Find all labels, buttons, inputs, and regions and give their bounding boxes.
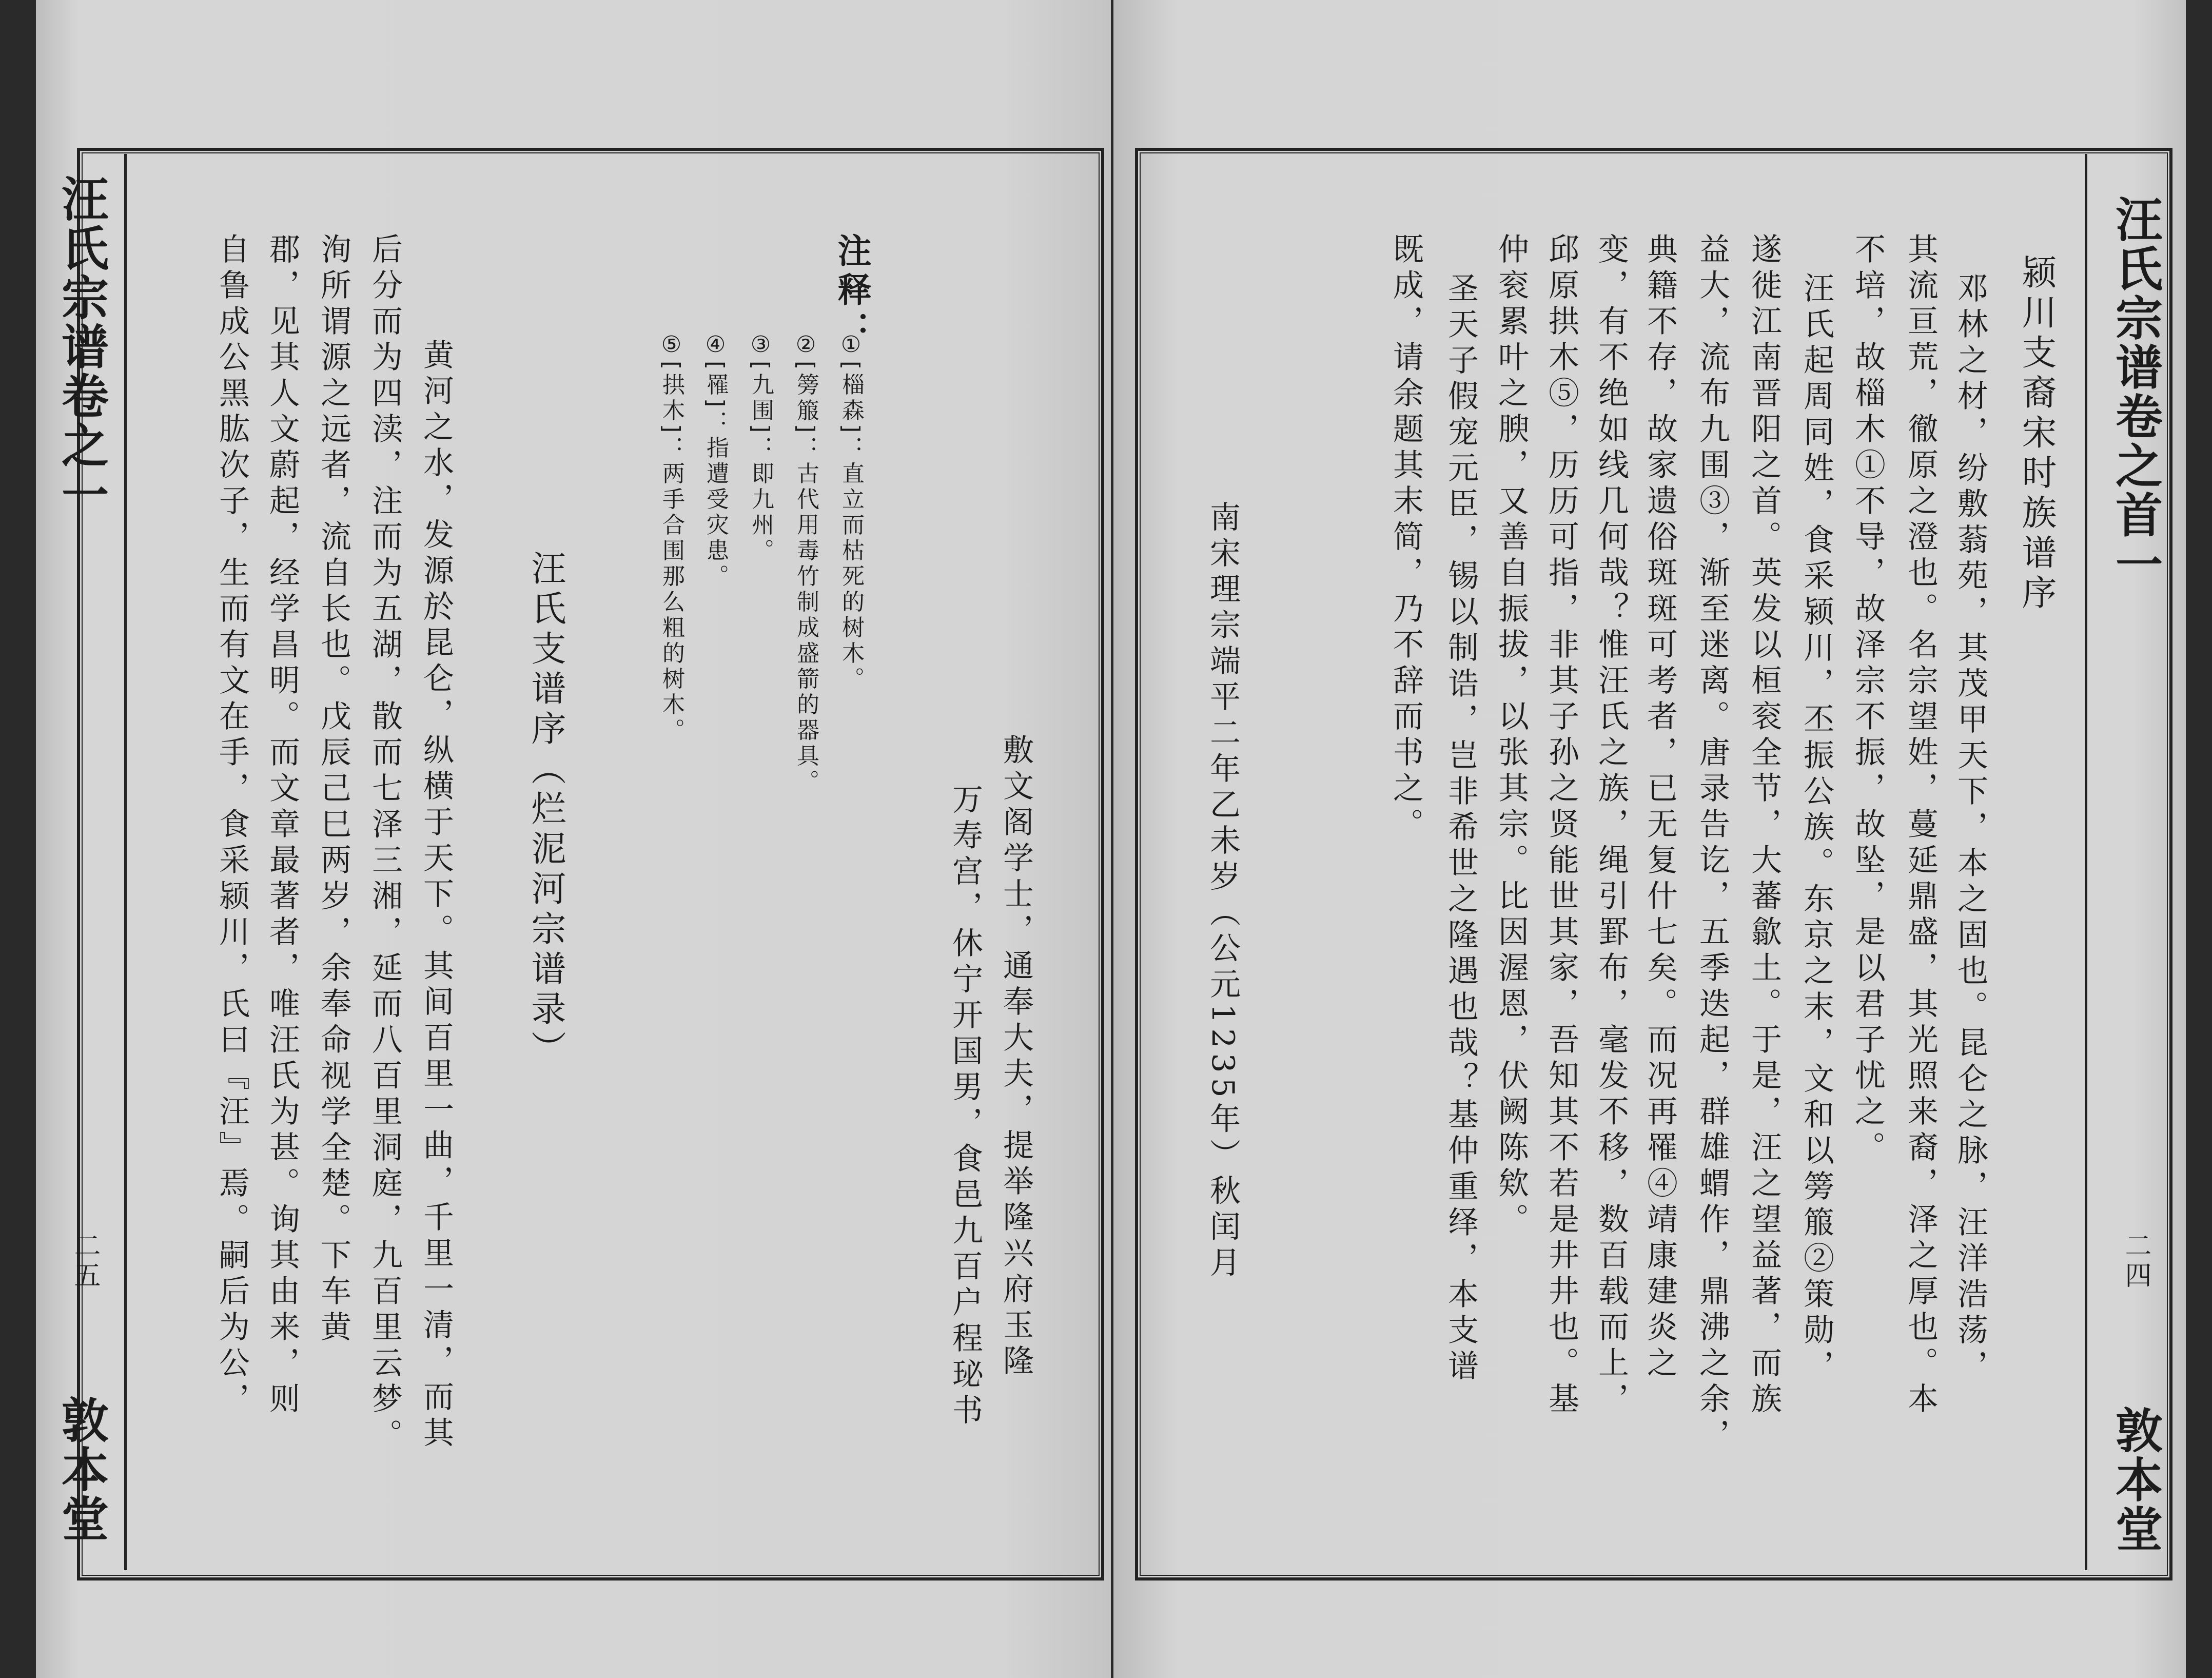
note-5: ⑤[拱木]：两手合围那么粗的树木。 xyxy=(658,331,684,744)
left-margin-title: 汪氏宗谱卷之一 xyxy=(54,174,109,519)
right-body-line: 仲衮累叶之腴，又善自振拔，以张其宗。比因渥恩，伏阙陈欸。 xyxy=(1493,233,1529,1239)
right-body-line: 汪氏起周同姓，食采颍川，丕振公族。东京之末，文和以篣箙②策勋， xyxy=(1798,272,1834,1386)
right-body-line: 既成，请余题其末简，乃不辞而书之。 xyxy=(1388,233,1424,844)
note-4: ④[罹]：指遭受灾患。 xyxy=(702,331,729,590)
notes-heading: 注释： xyxy=(832,233,871,350)
right-folio: 二四 xyxy=(2120,1232,2151,1291)
date-line: 南宋理宗端平二年乙未岁（公元1235年）秋闰月 xyxy=(1205,501,1241,1282)
right-body-line: 变，有不绝如线几何哉？惟汪氏之族，绳引罫布，毫发不移，数百载而上， xyxy=(1593,233,1629,1418)
right-body-line: 圣天子假宠元臣，锡以制诰，岂非希世之隆遇也哉？基仲重绎，本支谱 xyxy=(1443,272,1479,1386)
right-body-line: 益大，流布九围③，渐至迷离。唐录告讫，五季迭起，群雄蝟作，鼎沸之余， xyxy=(1694,233,1730,1454)
right-body-line: 典籍不存，故家遗俗斑斑可考者，已无复什七矣。而况再罹④靖康建炎之 xyxy=(1642,233,1678,1382)
margin-divider xyxy=(2085,154,2087,1570)
right-margin-title: 汪氏宗谱卷之首一 xyxy=(2108,195,2163,589)
right-body-line: 不培，故椔木①不导，故泽宗不振，故坠，是以君子忧之。 xyxy=(1850,233,1886,1167)
right-hall-name: 敦本堂 xyxy=(2108,1406,2163,1554)
right-body-line: 遂徙江南晋阳之首。英发以桓衮全节，大蕃歙土。于是，汪之望益著，而族 xyxy=(1746,233,1782,1418)
margin-divider xyxy=(124,154,127,1570)
note-1: ①[椔森]：直立而枯死的树木。 xyxy=(838,331,864,693)
signature-line-2: 万寿宫，休宁开国男，食邑九百户程珌书 xyxy=(947,783,983,1430)
note-2: ②[篣箙]：古代用毒竹制成盛箭的器具。 xyxy=(793,331,819,795)
right-body-line: 邓林之材，纷敷蓊苑，其茂甲天下，本之固也。昆仑之脉，汪洋浩荡， xyxy=(1952,272,1988,1386)
left-body-line: 后分而为四渎，注而为五湖，散而七泽三湘，延而八百里洞庭，九百里云梦。 xyxy=(367,233,403,1454)
left-body-line: 自鲁成公黑肱次子，生而有文在手，食采颍川，氏曰『汪』焉。嗣后为公， xyxy=(214,233,250,1418)
left-folio: 二五 xyxy=(69,1232,100,1291)
left-body-line: 黄河之水，发源於昆仑，纵横于天下。其间百里一曲，千里一清，而其 xyxy=(418,339,454,1452)
right-body-line: 其流亘荒，徹原之澄也。名宗望姓，蔓延鼎盛，其光照来裔，泽之厚也。本 xyxy=(1903,233,1939,1418)
note-3: ③[九围]：即九州。 xyxy=(748,331,774,564)
left-hall-name: 敦本堂 xyxy=(54,1396,109,1544)
left-body-line: 洵所谓源之远者，流自长也。戊辰己巳两岁，余奉命视学全楚。下车黄 xyxy=(316,233,351,1347)
right-body-line: 邱原拱木⑤，历历可指，非其子孙之贤能世其家，吾知其不若是井井也。基 xyxy=(1543,233,1579,1418)
right-section-title: 颍川支裔宋时族谱序 xyxy=(2016,254,2057,614)
signature-line-1: 敷文阁学士，通奉大夫，提举隆兴府玉隆 xyxy=(998,734,1034,1380)
left-section-title: 汪氏支谱序（烂泥河宗谱录） xyxy=(525,550,566,1070)
left-body-line: 郡，见其人文蔚起，经学昌明。而文章最著者，唯汪氏为甚。询其由来，则 xyxy=(264,233,300,1418)
